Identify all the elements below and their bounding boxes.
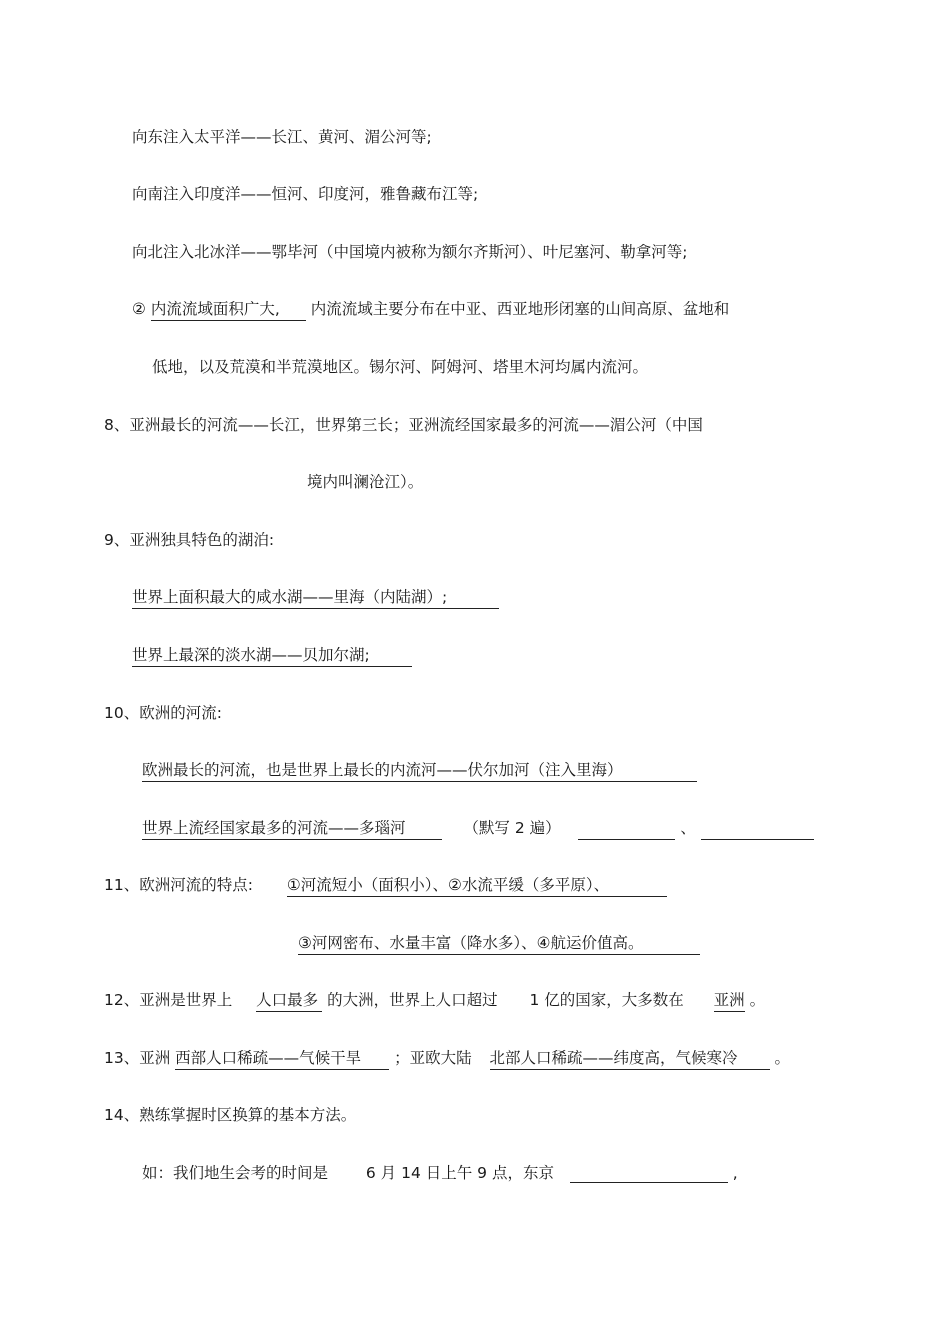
section-heading: 10、欧洲的河流: [104,704,222,722]
text-line [104,990,765,1012]
underlined-answer: 北部人口稀疏——纬度高，气候寒冷 [490,1049,770,1070]
text-segment: 。 [749,991,766,1009]
text-segment: , [732,1164,738,1182]
text-segment: 。 [774,1049,790,1067]
fill-blank[interactable] [701,822,814,840]
text-line: 向南注入印度洋——恒河、印度河，雅鲁藏布江等; [132,185,479,203]
underlined-answer: 欧洲最长的河流，也是世界上最长的内流河——伏尔加河（注入里海） [142,761,697,782]
underlined-answer: ①河流短小（面积小）、②水流平缓（多平原）、 [287,876,667,897]
text-segment: 13、亚洲 [104,1049,171,1067]
fill-blank[interactable] [570,1165,728,1183]
text-line [132,299,729,321]
text-segment: 1 亿的国家，大多数在 [529,991,684,1009]
text-line: 低地，以及荒漠和半荒漠地区。锡尔河、阿姆河、塔里木河均属内流河。 [152,358,649,376]
text-segment: 的大洲，世界上人口超过 [327,991,498,1009]
text-line [142,1163,738,1183]
underlined-answer: 世界上流经国家最多的河流——多瑙河 [142,819,442,840]
text-line [132,645,412,667]
text-line [142,760,697,782]
underlined-answer: 世界上面积最大的咸水湖——里海（内陆湖）; [132,588,499,609]
underlined-answer: 世界上最深的淡水湖——贝加尔湖; [132,646,412,667]
text-segment: ；亚欧大陆 [394,1049,472,1067]
text-segment: 6 月 14 日上午 9 点，东京 [365,1164,554,1182]
text-line [104,875,667,897]
text-line: 向北注入北冰洋——鄂毕河（中国境内被称为额尔齐斯河）、叶尼塞河、勒拿河等; [132,243,688,261]
text-segment: 12、亚洲是世界上 [104,991,233,1009]
underlined-answer: 西部人口稀疏——气候干旱 [175,1049,389,1070]
section-heading: 9、亚洲独具特色的湖泊: [104,531,275,549]
underlined-answer: 人口最多 [256,991,322,1012]
circled-number: ② [132,300,146,318]
text-segment: 内流流域主要分布在中亚、西亚地形闭塞的山间高原、盆地和 [310,300,730,318]
underlined-answer: ③河网密布、水量丰富（降水多）、④航运价值高。 [298,934,700,955]
text-line: 境内叫澜沧江）。 [307,473,424,491]
underlined-answer: 内流流域面积广大, [151,300,306,321]
section-label: 11、欧洲河流的特点: [104,876,253,894]
text-line [298,933,700,955]
text-segment: 如：我们地生会考的时间是 [142,1164,329,1182]
instruction-text: （默写 2 遍） [463,819,561,837]
text-line [104,1048,790,1070]
separator: 、 [680,819,696,837]
underlined-answer: 亚洲 [714,991,745,1012]
text-line: 向东注入太平洋——长江、黄河、湄公河等; [132,128,432,146]
fill-blank[interactable] [578,822,675,840]
text-line: 8、亚洲最长的河流——长江，世界第三长；亚洲流经国家最多的河流——湄公河（中国 [104,416,703,434]
section-heading: 14、熟练掌握时区换算的基本方法。 [104,1106,357,1124]
text-line [142,818,814,840]
text-line [132,587,499,609]
